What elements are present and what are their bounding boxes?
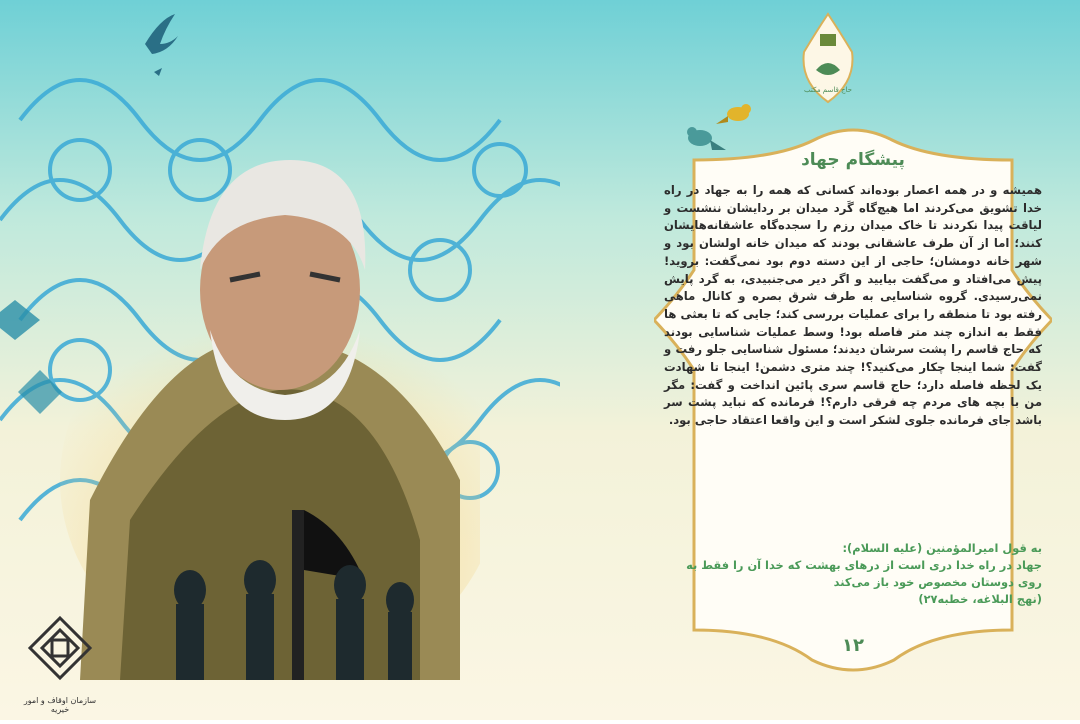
awqaf-logo [20,612,100,712]
page-number: ۱۲ [842,635,864,656]
text-panel [654,120,1052,680]
body-paragraph: همیشه و در همه اعصار بوده‌اند کسانی که همه را به جهاد در راه خدا تشویق می‌کردند اما هیچ‌گاه گَرد میدان بر ردایشان ننشست و لیاقت پیدا نکردند تا خاک میدان رزم را سجده‌گاه عاشقانه‌هایشان کنند؛ اما از آن طرف عاشقانی بودند که میدان خانه اولشان بود و شهر خانه دومشان؛ حاجی از این دسته دوم بود نمی‌گفت: بروید! پیش می‌افتاد و می‌گفت بیایید و اگر دیر می‌جنبیدی، به گرد پایش نمی‌رسیدی. گروه شناسایی به طرف شرق بصره و کانال ماهی رفته بود تا منطقه را برای عملیات بررسی کند؛ جایی که تا بعثی ها فقط به اندازه چند متر فاصله بود! وسط عملیات شناسایی بودند که حاج قاسم را پشت سرشان دیدند؛ مسئول شناسایی جلو رفت و گفت: شما اینجا چکار می‌کنید؟! چند متری دشمن! اینجا تا شهادت یک لحظه فاصله دارد؛ حاج قاسم سری پائین انداخت و گفت: مگر من با بچه های مردم چه فرقی دارم؟! فرمانده که نباید پشت سر باشد جای فرمانده جلوی لشکر است و این واقعا اعتقاد حاجی بود. [664,183,1042,428]
quote-source: (نهج البلاغه، خطبه۲۷) [918,592,1042,606]
awqaf-label: سازمان اوقاف و امور خیریه [23,696,97,714]
logo-text: حاج قاسم مکتب [803,86,853,94]
awqaf-emblem-icon [20,612,100,696]
quote-attribution: به قول امیرالمؤمنین (علیه السلام): [842,541,1042,555]
portrait-image [60,120,480,680]
logo-emblem-icon [800,12,856,104]
quote-text: جهاد در راه خدا دری است از درهای بهشت که خدا آن را فقط به روی دوستان مخصوص خود باز می‌کند [686,558,1042,589]
quote-block [664,540,1042,608]
swallow-icon [140,14,180,84]
page-title: پیشگام جهاد [801,150,905,170]
